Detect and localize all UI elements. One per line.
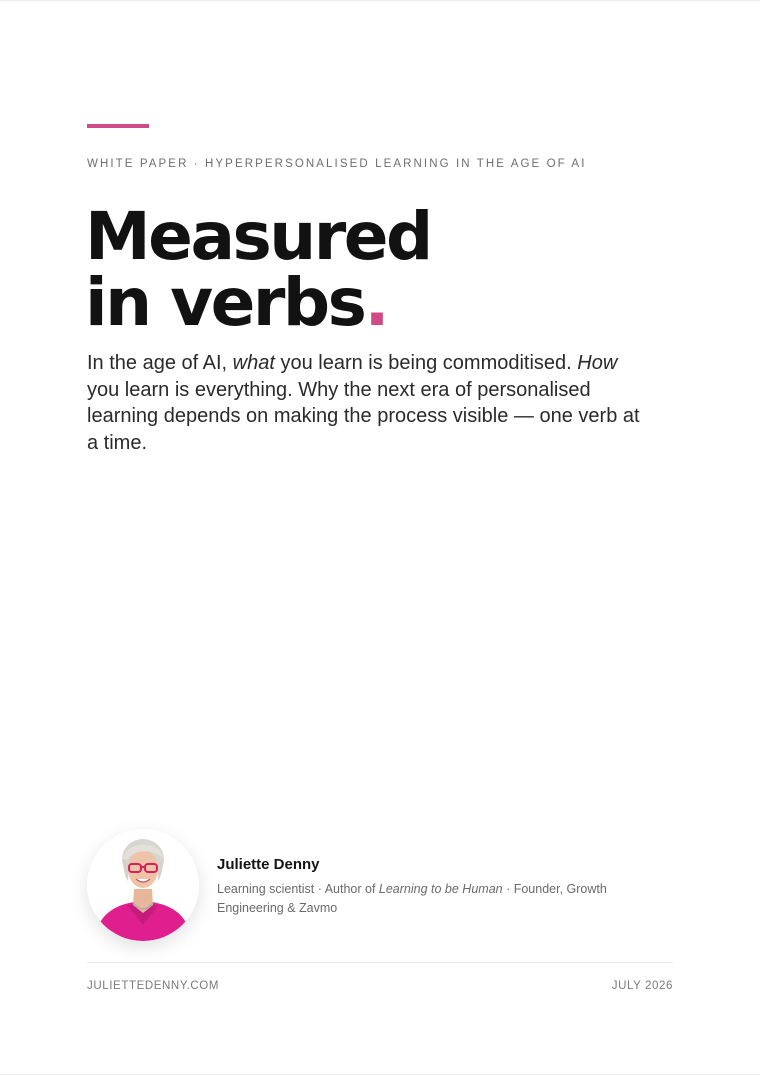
author-block <box>87 829 677 941</box>
page-title <box>85 198 431 341</box>
footer-date: JULY 2026 <box>611 980 673 992</box>
accent-rule <box>87 124 149 128</box>
lede-text-2: you learn is being commoditised. <box>274 352 578 374</box>
author-bio-text-2: · Founder, Growth Engineering & Zavmo <box>217 882 607 915</box>
author-avatar <box>87 829 199 941</box>
lede-emphasis-what: what <box>232 352 275 374</box>
author-bio <box>217 880 627 918</box>
eyebrow-label: WHITE PAPER · HYPERPERSONALISED LEARNING IN THE AGE OF AI <box>87 158 587 170</box>
footer-website: JULIETTEDENNY.COM <box>87 980 220 992</box>
lede-emphasis-how: How <box>577 352 618 374</box>
title-line-2 <box>85 264 431 341</box>
author-bio-text-1: Learning scientist · Author of <box>217 882 379 896</box>
title-accent-dot: . <box>364 264 388 341</box>
author-portrait-image <box>87 829 199 941</box>
title-line-2-text: in verbs <box>85 264 365 341</box>
author-name: Juliette Denny <box>217 856 320 873</box>
footer-divider <box>87 962 673 963</box>
lede-text-1: In the age of AI, <box>87 352 233 374</box>
lede-paragraph <box>87 350 647 456</box>
author-book-title: Learning to be Human <box>378 882 503 896</box>
lede-text-3: you learn is everything. Why the next era of personalised learning depends on making the process visible — one verb at a time. <box>87 378 640 454</box>
title-line-1: Measured <box>85 198 431 275</box>
